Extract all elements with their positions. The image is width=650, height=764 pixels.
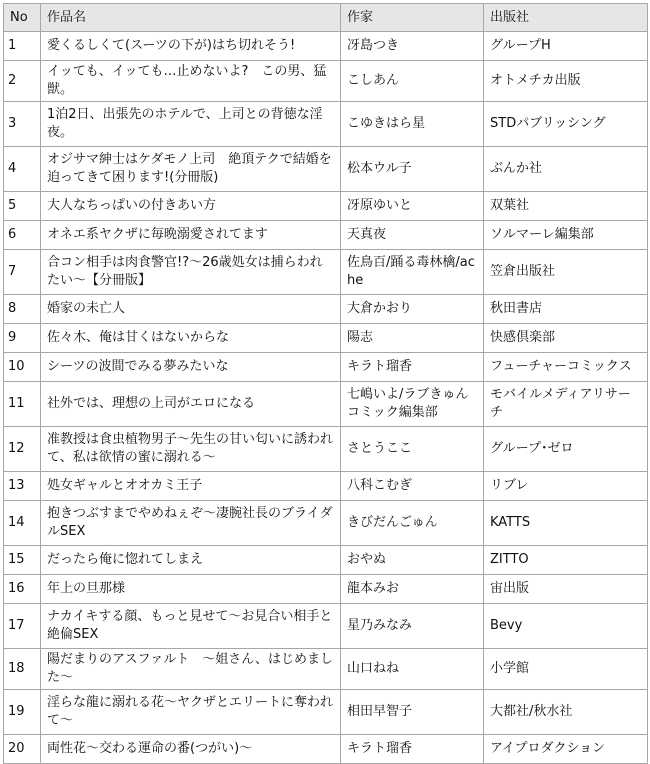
- publisher-cell: リブレ: [484, 472, 648, 501]
- author-cell: おやぬ: [341, 546, 484, 575]
- publisher-cell: 小学館: [484, 649, 648, 690]
- publisher-cell: 宙出版: [484, 575, 648, 604]
- header-publisher: 出版社: [484, 4, 648, 32]
- rank-cell: 18: [4, 649, 41, 690]
- rank-cell: 2: [4, 61, 41, 102]
- table-row: [4, 427, 648, 472]
- table-row: [4, 604, 648, 649]
- title-cell: 婚家の未亡人: [41, 295, 341, 324]
- author-cell: 松本ウル子: [341, 147, 484, 192]
- title-cell: 抱きつぶすまでやめねぇぞ～凄腕社長のブライダルSEX: [41, 501, 341, 546]
- rank-cell: 8: [4, 295, 41, 324]
- publisher-cell: 快感倶楽部: [484, 324, 648, 353]
- header-no: No: [4, 4, 41, 32]
- title-cell: オネエ系ヤクザに毎晩溺愛されてます: [41, 221, 341, 250]
- rank-cell: 10: [4, 353, 41, 382]
- author-cell: 冴原ゆいと: [341, 192, 484, 221]
- rank-cell: 19: [4, 690, 41, 735]
- rank-cell: 1: [4, 32, 41, 61]
- title-cell: 陽だまりのアスファルト ～姐さん、はじめました～: [41, 649, 341, 690]
- author-cell: こゆきはら星: [341, 102, 484, 147]
- author-cell: キラト瑠香: [341, 353, 484, 382]
- rank-cell: 7: [4, 250, 41, 295]
- title-cell: 佐々木、俺は甘くはないからな: [41, 324, 341, 353]
- title-cell: 年上の旦那様: [41, 575, 341, 604]
- publisher-cell: KATTS: [484, 501, 648, 546]
- author-cell: 山口ねね: [341, 649, 484, 690]
- publisher-cell: ぶんか社: [484, 147, 648, 192]
- table-row: [4, 382, 648, 427]
- table-row: [4, 472, 648, 501]
- title-cell: 淫らな龍に溺れる花～ヤクザとエリートに奪われて～: [41, 690, 341, 735]
- author-cell: 冴島つき: [341, 32, 484, 61]
- table-row: [4, 147, 648, 192]
- publisher-cell: ソルマーレ編集部: [484, 221, 648, 250]
- title-cell: オジサマ紳士はケダモノ上司 絶頂テクで結婚を迫ってきて困ります!(分冊版): [41, 147, 341, 192]
- publisher-cell: STDパブリッシング: [484, 102, 648, 147]
- table-row: [4, 102, 648, 147]
- title-cell: 社外では、理想の上司がエロになる: [41, 382, 341, 427]
- author-cell: 佐鳥百/踊る毒林檎/ache: [341, 250, 484, 295]
- publisher-cell: 大都社/秋水社: [484, 690, 648, 735]
- title-cell: 合コン相手は肉食警官!?～26歳処女は捕らわれたい～【分冊版】: [41, 250, 341, 295]
- header-title: 作品名: [41, 4, 341, 32]
- author-cell: こしあん: [341, 61, 484, 102]
- table-row: [4, 32, 648, 61]
- rank-cell: 12: [4, 427, 41, 472]
- author-cell: 八科こむぎ: [341, 472, 484, 501]
- rank-cell: 17: [4, 604, 41, 649]
- header-row: [4, 4, 648, 32]
- author-cell: 相田早智子: [341, 690, 484, 735]
- author-cell: 星乃みなみ: [341, 604, 484, 649]
- rank-cell: 4: [4, 147, 41, 192]
- publisher-cell: アイプロダクション: [484, 735, 648, 764]
- publisher-cell: Bevy: [484, 604, 648, 649]
- publisher-cell: ZITTO: [484, 546, 648, 575]
- title-cell: 両性花～交わる運命の番(つがい)～: [41, 735, 341, 764]
- table-row: [4, 546, 648, 575]
- table-row: [4, 192, 648, 221]
- author-cell: 七嶋いよ/ラブきゅんコミック編集部: [341, 382, 484, 427]
- table-row: [4, 735, 648, 764]
- publisher-cell: フューチャーコミックス: [484, 353, 648, 382]
- table-row: [4, 295, 648, 324]
- author-cell: 天真夜: [341, 221, 484, 250]
- title-cell: 愛くるしくて(スーツの下が)はち切れそう!: [41, 32, 341, 61]
- title-cell: 准教授は食虫植物男子～先生の甘い匂いに誘われて、私は欲情の蜜に溺れる～: [41, 427, 341, 472]
- rank-cell: 13: [4, 472, 41, 501]
- title-cell: イッても、イッても…止めないよ? この男、猛獣。: [41, 61, 341, 102]
- rank-cell: 5: [4, 192, 41, 221]
- table-row: [4, 501, 648, 546]
- author-cell: 大倉かおり: [341, 295, 484, 324]
- publisher-cell: オトメチカ出版: [484, 61, 648, 102]
- author-cell: きびだんごゅん: [341, 501, 484, 546]
- publisher-cell: グループH: [484, 32, 648, 61]
- table-row: [4, 324, 648, 353]
- publisher-cell: 双葉社: [484, 192, 648, 221]
- title-cell: シーツの波間でみる夢みたいな: [41, 353, 341, 382]
- title-cell: 1泊2日、出張先のホテルで、上司との背徳な淫夜。: [41, 102, 341, 147]
- author-cell: キラト瑠香: [341, 735, 484, 764]
- rank-cell: 15: [4, 546, 41, 575]
- title-cell: 大人なちっぱいの付きあい方: [41, 192, 341, 221]
- author-cell: さとうここ: [341, 427, 484, 472]
- rank-cell: 3: [4, 102, 41, 147]
- table-row: [4, 250, 648, 295]
- publisher-cell: 秋田書店: [484, 295, 648, 324]
- publisher-cell: 笠倉出版社: [484, 250, 648, 295]
- rank-cell: 9: [4, 324, 41, 353]
- table-row: [4, 61, 648, 102]
- title-cell: 処女ギャルとオオカミ王子: [41, 472, 341, 501]
- rank-cell: 20: [4, 735, 41, 764]
- rank-cell: 16: [4, 575, 41, 604]
- title-cell: だったら俺に惚れてしまえ: [41, 546, 341, 575]
- table-row: [4, 221, 648, 250]
- table-row: [4, 575, 648, 604]
- rank-cell: 11: [4, 382, 41, 427]
- publisher-cell: モバイルメディアリサーチ: [484, 382, 648, 427]
- ranking-table: [3, 3, 648, 764]
- author-cell: 龍本みお: [341, 575, 484, 604]
- rank-cell: 14: [4, 501, 41, 546]
- table-row: [4, 649, 648, 690]
- table-row: [4, 353, 648, 382]
- table-row: [4, 690, 648, 735]
- rank-cell: 6: [4, 221, 41, 250]
- title-cell: ナカイキする顔、もっと見せて～お見合い相手と絶倫SEX: [41, 604, 341, 649]
- publisher-cell: グループ･ゼロ: [484, 427, 648, 472]
- header-author: 作家: [341, 4, 484, 32]
- author-cell: 陽志: [341, 324, 484, 353]
